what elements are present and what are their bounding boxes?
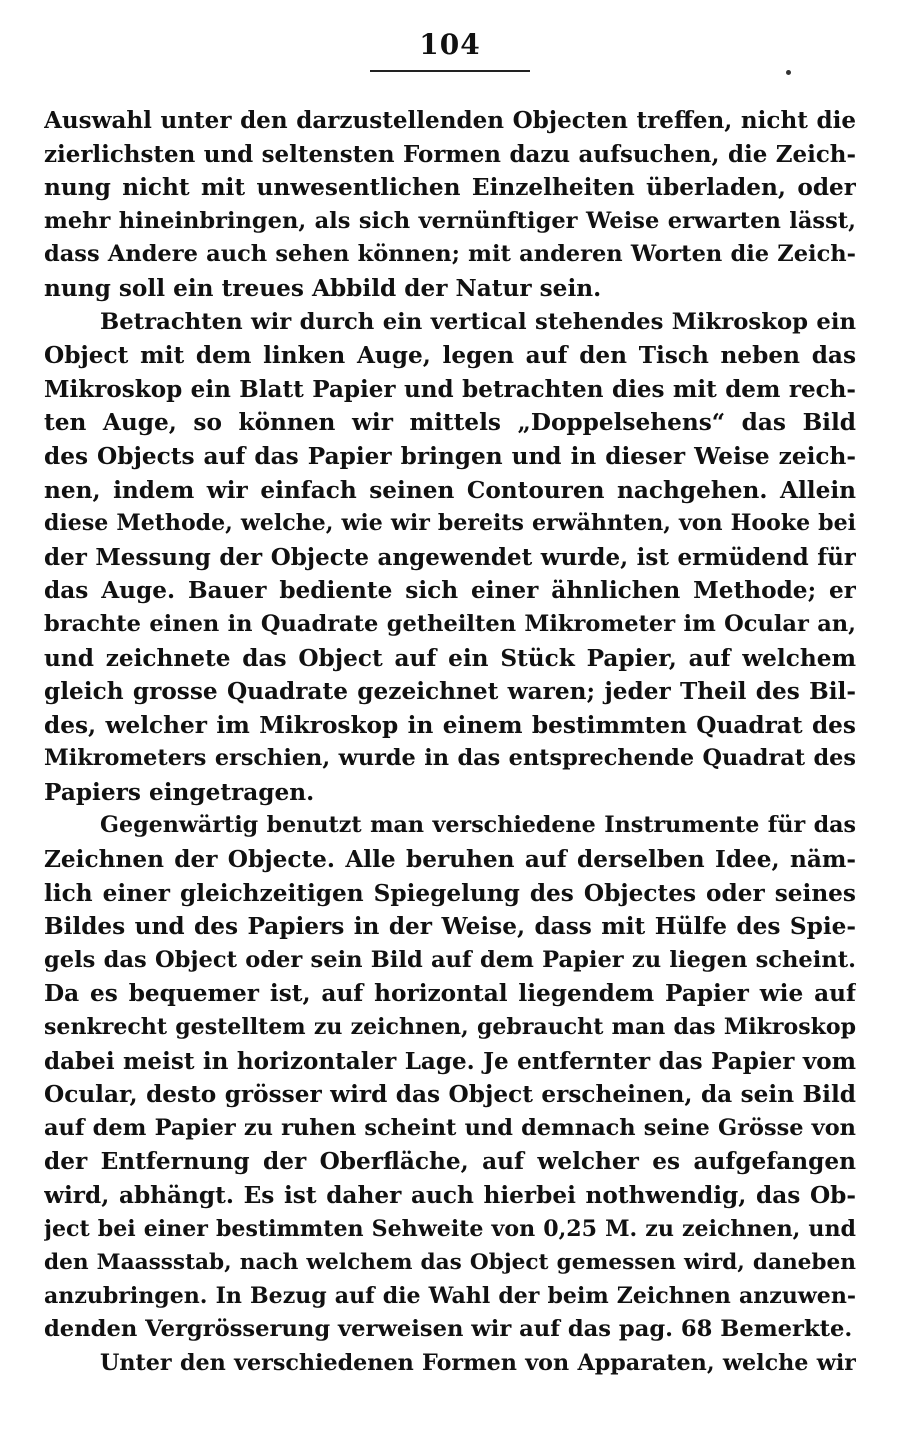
text-line: gleich grosse Quadrate gezeichnet waren; jeder Theil des Bil- bbox=[44, 678, 856, 706]
text-line: senkrecht gestelltem zu zeichnen, gebraucht man das Mikroskop bbox=[44, 1014, 856, 1041]
text-line: diese Methode, welche, wie wir bereits erwähnten, von Hooke bei bbox=[44, 510, 856, 537]
body-text bbox=[44, 104, 856, 1381]
ink-speck bbox=[786, 70, 791, 75]
text-line: lich einer gleichzeitigen Spiegelung des Objectes oder seines bbox=[44, 879, 856, 907]
text-line: nung nicht mit unwesentlichen Einzelheiten überladen, oder bbox=[44, 174, 856, 202]
text-line: dabei meist in horizontaler Lage. Je entfernter das Papier vom bbox=[44, 1047, 856, 1075]
text-line: Unter den verschiedenen Formen von Apparaten, welche wir bbox=[100, 1349, 856, 1376]
page-number: 104 bbox=[419, 28, 481, 61]
text-line: den Maassstab, nach welchem das Object gemessen wird, daneben bbox=[44, 1250, 856, 1276]
text-line: des Objects auf das Papier bringen und in dieser Weise zeich- bbox=[44, 442, 856, 470]
text-line: dass Andere auch sehen können; mit anderen Worten die Zeich- bbox=[44, 241, 856, 268]
text-line: der Entfernung der Oberfläche, auf welcher es aufgefangen bbox=[44, 1148, 856, 1176]
text-line: Gegenwärtig benutzt man verschiedene Instrumente für das bbox=[100, 812, 856, 839]
text-line: Betrachten wir durch ein vertical stehendes Mikroskop ein bbox=[100, 308, 856, 335]
text-line: ten Auge, so können wir mittels „Doppelsehens“ das Bild bbox=[44, 409, 856, 437]
text-line: Papiers eingetragen. bbox=[44, 778, 315, 806]
text-line: das Auge. Bauer bediente sich einer ähnlichen Methode; er bbox=[44, 577, 856, 605]
text-line: wird, abhängt. Es ist daher auch hierbei nothwendig, das Ob- bbox=[44, 1182, 856, 1209]
text-line: Mikroskop ein Blatt Papier und betrachten dies mit dem rech- bbox=[44, 375, 856, 403]
text-line: brachte einen in Quadrate getheilten Mikrometer im Ocular an, bbox=[44, 610, 856, 637]
text-line: zierlichsten und seltensten Formen dazu aufsuchen, die Zeich- bbox=[44, 140, 856, 168]
text-line: Auswahl unter den darzustellenden Objecten treffen, nicht die bbox=[44, 107, 856, 134]
text-line: mehr hineinbringen, als sich vernünftiger Weise erwarten lässt, bbox=[44, 207, 856, 234]
text-line: auf dem Papier zu ruhen scheint und demnach seine Grösse von bbox=[44, 1114, 856, 1141]
text-line: nung soll ein treues Abbild der Natur sein. bbox=[44, 274, 602, 302]
text-line: Mikrometers erschien, wurde in das entsprechende Quadrat des bbox=[44, 745, 856, 772]
text-line: nen, indem wir einfach seinen Contouren nachgehen. Allein bbox=[44, 476, 856, 504]
text-line: anzubringen. In Bezug auf die Wahl der beim Zeichnen anzuwen- bbox=[44, 1282, 856, 1309]
text-line: Bildes und des Papiers in der Weise, dass mit Hülfe des Spie- bbox=[44, 913, 856, 941]
text-line: Da es bequemer ist, auf horizontal liegendem Papier wie auf bbox=[44, 980, 856, 1008]
header-rule bbox=[370, 70, 530, 72]
text-line: denden Vergrösserung verweisen wir auf das pag. 68 Bemerkte. bbox=[44, 1316, 853, 1343]
text-line: und zeichnete das Object auf ein Stück Papier, auf welchem bbox=[44, 644, 856, 672]
text-line: der Messung der Objecte angewendet wurde, ist ermüdend für bbox=[44, 543, 856, 571]
text-line: Ocular, desto grösser wird das Object erscheinen, da sein Bild bbox=[44, 1081, 856, 1109]
text-line: des, welcher im Mikroskop in einem bestimmten Quadrat des bbox=[44, 711, 856, 739]
text-line: ject bei einer bestimmten Sehweite von 0,25 M. zu zeichnen, und bbox=[44, 1215, 856, 1242]
text-line: Zeichnen der Objecte. Alle beruhen auf derselben Idee, näm- bbox=[44, 846, 856, 874]
text-line: Object mit dem linken Auge, legen auf den Tisch neben das bbox=[44, 342, 856, 370]
text-line: gels das Object oder sein Bild auf dem Papier zu liegen scheint. bbox=[44, 946, 856, 973]
